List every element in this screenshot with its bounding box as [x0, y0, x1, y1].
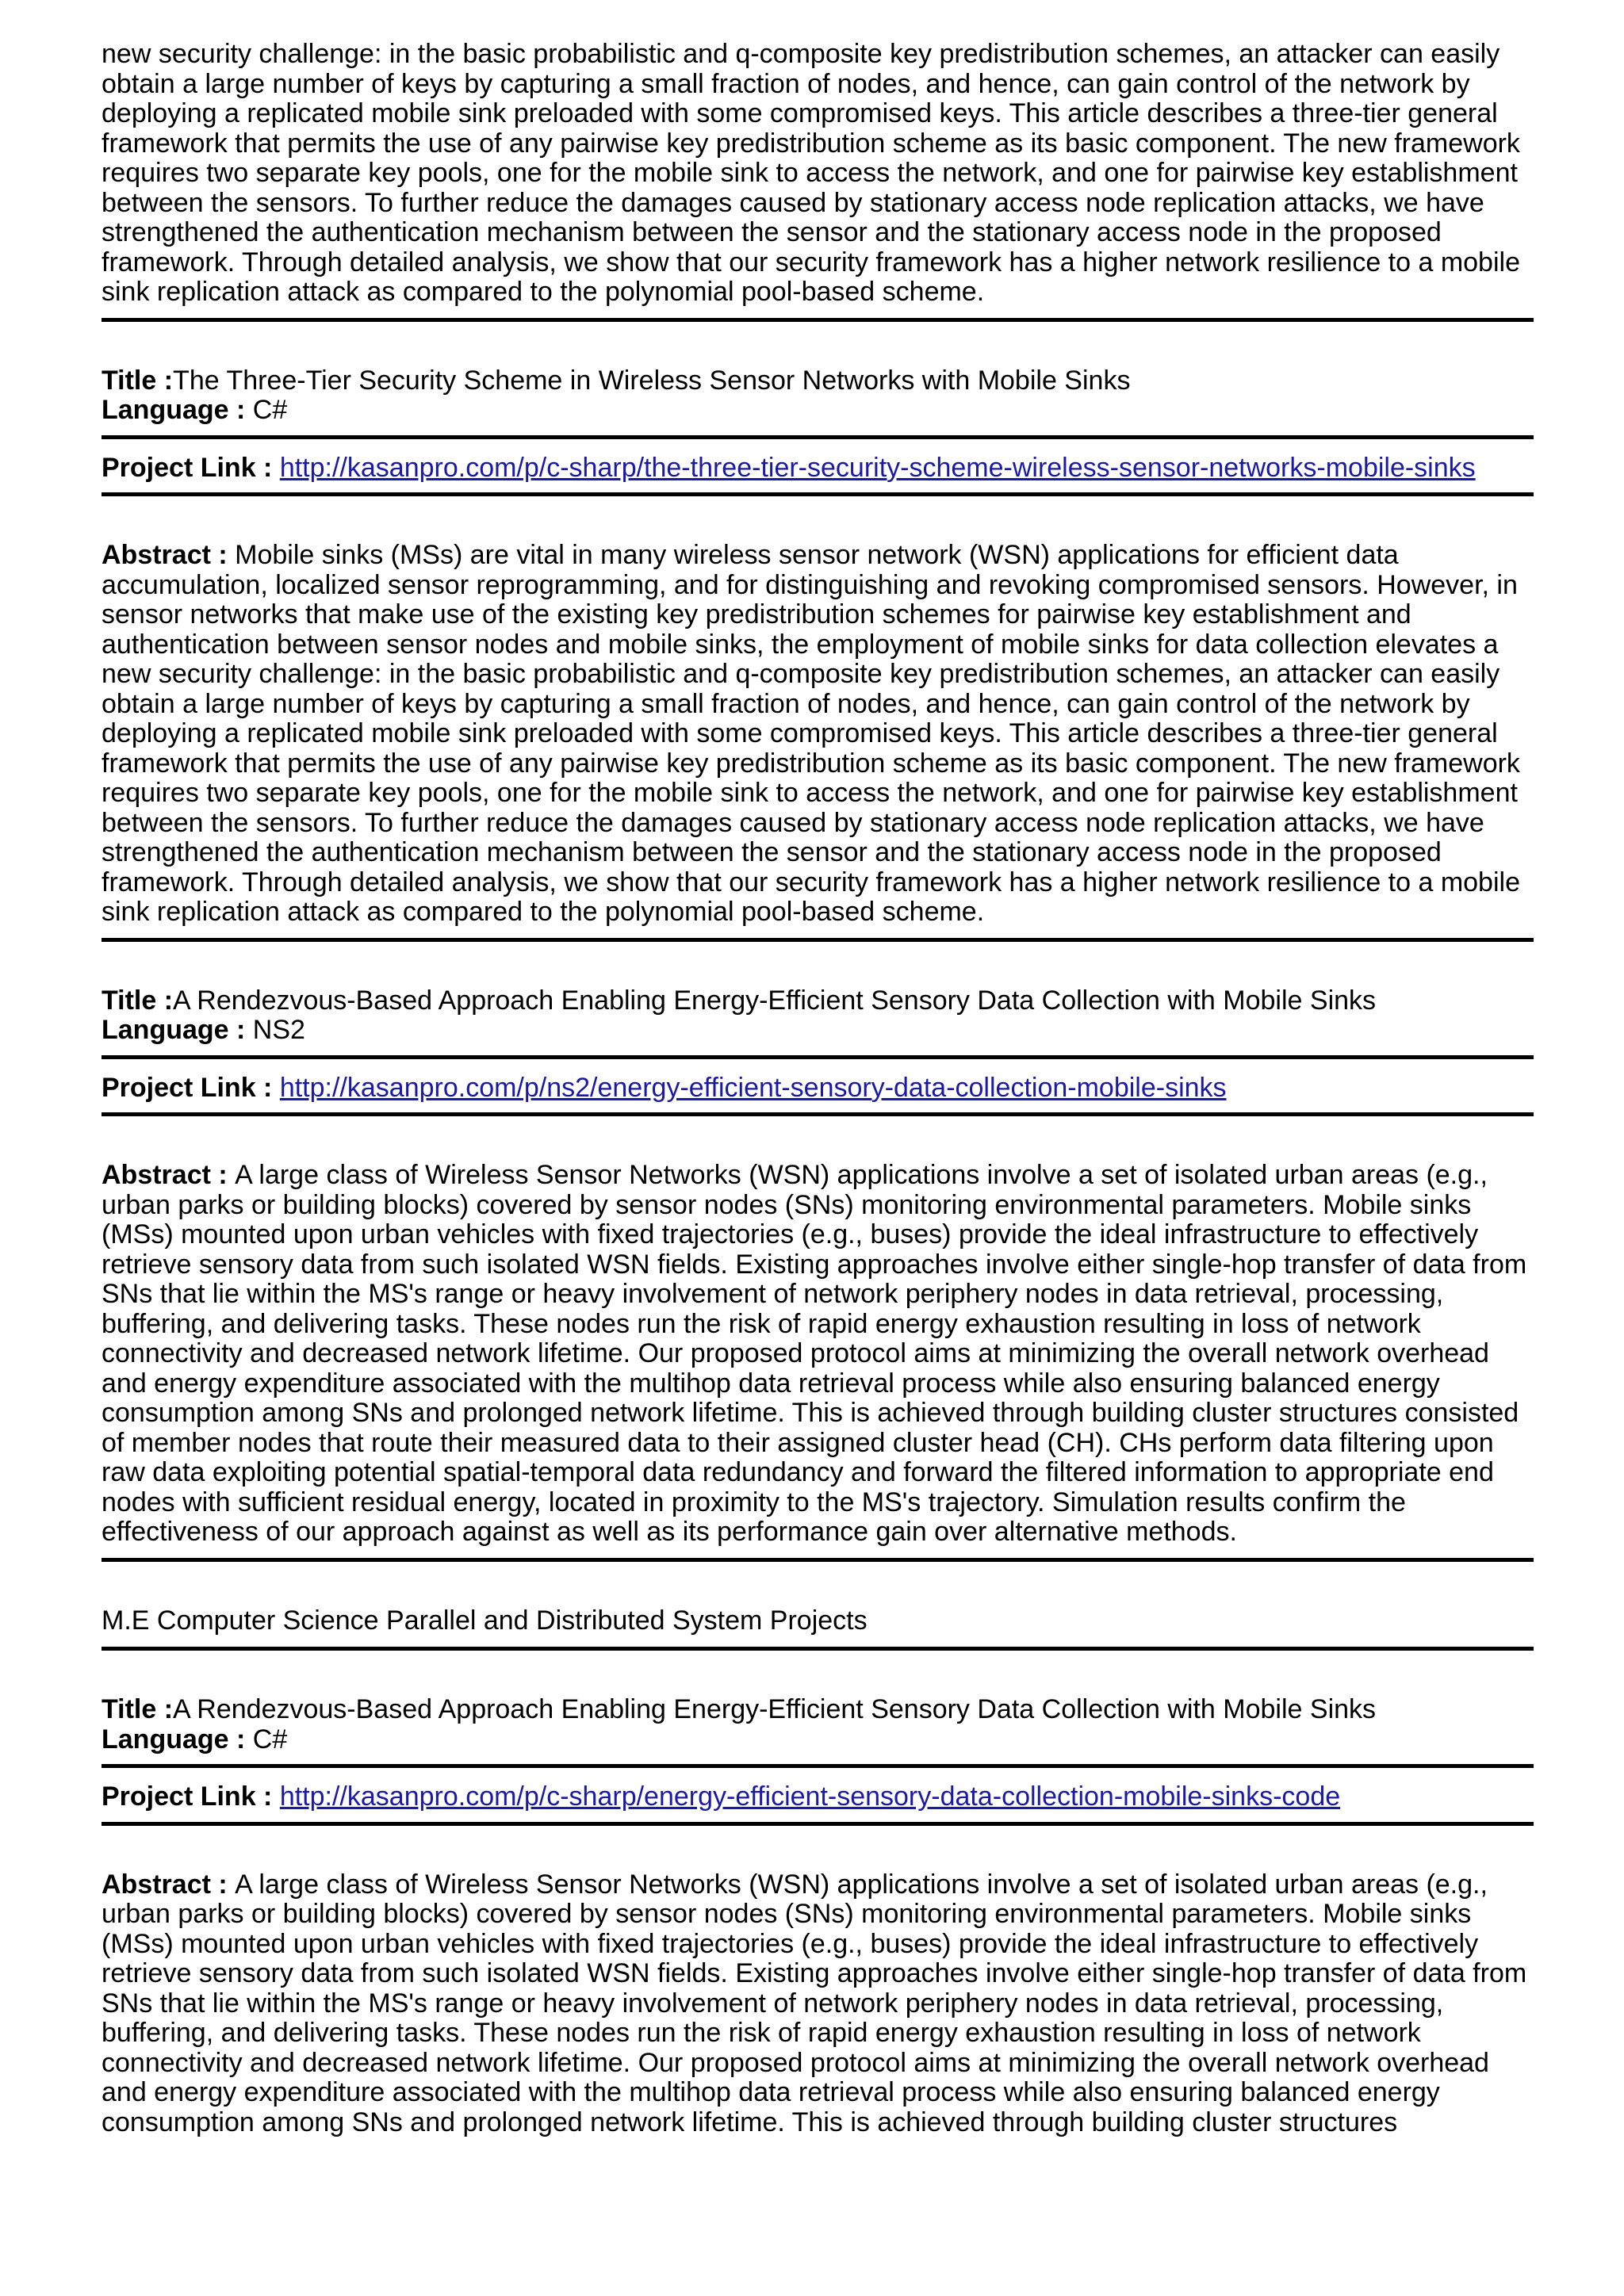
divider: [102, 1558, 1534, 1562]
abstract-text: A large class of Wireless Sensor Networks (WSN) applications involve a set of isolated urban areas (e.g., urban parks or building blocks) covered by sensor nodes (SNs) monitoring environmental parameters. Mobile sinks (MSs) mounted upon urban vehicles with fixed trajectories (e.g., buses) provide the ideal infrastructure to effectively retrieve sensory data from such isolated WSN fields. Existing approaches involve either single-hop transfer of data from SNs that lie within the MS's range or heavy involvement of network periphery nodes in data retrieval, processing, buffering, and delivering tasks. These nodes run the risk of rapid energy exhaustion resulting in loss of network connectivity and decreased network lifetime. Our proposed protocol aims at minimizing the overall network overhead and energy expenditure associated with the multihop data retrieval process while also ensuring balanced energy consumption among SNs and prolonged network lifetime. This is achieved through building cluster structures consisted of member nodes that route their measured data to their assigned cluster head (CH). CHs perform data filtering upon raw data exploiting potential spatial-temporal data redundancy and forward the filtered information to appropriate end nodes with sufficient residual energy, located in proximity to the MS's trajectory. Simulation results confirm the effectiveness of our approach against as well as its performance gain over alternative methods.: [102, 1160, 1527, 1547]
divider: [102, 1647, 1534, 1651]
project-abstract: [102, 541, 1534, 928]
project-language: NS2: [252, 1015, 305, 1045]
project-link-label: Project Link :: [102, 452, 280, 483]
project-title: The Three-Tier Security Scheme in Wireless Sensor Networks with Mobile Sinks: [173, 365, 1131, 396]
project-link-label: Project Link :: [102, 1072, 280, 1103]
section-heading: M.E Computer Science Parallel and Distributed System Projects: [102, 1605, 868, 1636]
project-language: C#: [252, 395, 288, 425]
divider: [102, 492, 1534, 496]
project-title: A Rendezvous-Based Approach Enabling Energy-Efficient Sensory Data Collection with Mobile Sinks: [173, 985, 1377, 1016]
divider: [102, 1055, 1534, 1059]
divider: [102, 1112, 1534, 1116]
project-title: A Rendezvous-Based Approach Enabling Energy-Efficient Sensory Data Collection with Mobile Sinks: [173, 1694, 1377, 1724]
abstract-text: Mobile sinks (MSs) are vital in many wireless sensor network (WSN) applications for efficient data accumulation, localized sensor reprogramming, and for distinguishing and revoking compromised sensors. However, in sensor networks that make use of the existing key predistribution schemes for pairwise key establishment and authentication between sensor nodes and mobile sinks, the employment of mobile sinks for data collection elevates a new security challenge: in the basic probabilistic and q-composite key predistribution schemes, an attacker can easily obtain a large number of keys by capturing a small fraction of nodes, and hence, can gain control of the network by deploying a replicated mobile sink preloaded with some compromised keys. This article describes a three-tier general framework that permits the use of any pairwise key predistribution scheme as its basic component. The new framework requires two separate key pools, one for the mobile sink to access the network, and one for pairwise key establishment between the sensors. To further reduce the damages caused by stationary access node replication attacks, we have strengthened the authentication mechanism between the sensor and the stationary access node in the proposed framework. Through detailed analysis, we show that our security framework has a higher network resilience to a mobile sink replication attack as compared to the polynomial pool-based scheme.: [102, 540, 1520, 927]
title-label: Title :: [102, 1694, 174, 1724]
project-title-line: [102, 986, 1534, 1016]
divider: [102, 1822, 1534, 1826]
project-link[interactable]: http://kasanpro.com/p/c-sharp/energy-efficient-sensory-data-collection-mobile-sinks-code: [279, 1781, 1341, 1812]
language-label: Language :: [102, 1724, 253, 1755]
continued-abstract-text: new security challenge: in the basic probabilistic and q-composite key predistribution schemes, an attacker can easily obtain a large number of keys by capturing a small fraction of nodes, and hence, can gain control of the network by deploying a replicated mobile sink preloaded with some compromised keys. This article describes a three-tier general framework that permits the use of any pairwise key predistribution scheme as its basic component. The new framework requires two separate key pools, one for the mobile sink to access the network, and one for pairwise key establishment between the sensors. To further reduce the damages caused by stationary access node replication attacks, we have strengthened the authentication mechanism between the sensor and the stationary access node in the proposed framework. Through detailed analysis, we show that our security framework has a higher network resilience to a mobile sink replication attack as compared to the polynomial pool-based scheme.: [102, 39, 1520, 307]
divider: [102, 435, 1534, 439]
abstract-text: A large class of Wireless Sensor Networks (WSN) applications involve a set of isolated urban areas (e.g., urban parks or building blocks) covered by sensor nodes (SNs) monitoring environmental parameters. Mobile sinks (MSs) mounted upon urban vehicles with fixed trajectories (e.g., buses) provide the ideal infrastructure to effectively retrieve sensory data from such isolated WSN fields. Existing approaches involve either single-hop transfer of data from SNs that lie within the MS's range or heavy involvement of network periphery nodes in data retrieval, processing, buffering, and delivering tasks. These nodes run the risk of rapid energy exhaustion resulting in loss of network connectivity and decreased network lifetime. Our proposed protocol aims at minimizing the overall network overhead and energy expenditure associated with the multihop data retrieval process while also ensuring balanced energy consumption among SNs and prolonged network lifetime. This is achieved through building cluster structures: [102, 1869, 1527, 2137]
project-link-label: Project Link :: [102, 1781, 280, 1812]
project-abstract: [102, 1870, 1534, 2138]
project-title-line: [102, 1695, 1534, 1725]
title-label: Title :: [102, 985, 174, 1016]
project-language-line: [102, 1016, 1534, 1046]
project-abstract: [102, 1161, 1534, 1548]
language-label: Language :: [102, 395, 253, 425]
language-label: Language :: [102, 1015, 253, 1045]
title-label: Title :: [102, 365, 174, 396]
divider: [102, 318, 1534, 322]
project-link-line: [102, 1073, 1534, 1104]
project-language: C#: [252, 1724, 288, 1755]
project-link[interactable]: http://kasanpro.com/p/c-sharp/the-three-tier-security-scheme-wireless-sensor-networks-mobile-sinks: [279, 452, 1476, 483]
project-title-line: [102, 366, 1534, 396]
abstract-label: Abstract :: [102, 540, 236, 570]
abstract-label: Abstract :: [102, 1160, 236, 1190]
divider: [102, 1764, 1534, 1768]
project-link-line: [102, 1782, 1534, 1812]
project-language-line: [102, 1725, 1534, 1755]
project-language-line: [102, 396, 1534, 426]
divider: [102, 938, 1534, 942]
project-link-line: [102, 453, 1534, 484]
project-link[interactable]: http://kasanpro.com/p/ns2/energy-efficient-sensory-data-collection-mobile-sinks: [279, 1072, 1227, 1103]
document-page: [102, 40, 1534, 2137]
abstract-label: Abstract :: [102, 1869, 236, 1900]
